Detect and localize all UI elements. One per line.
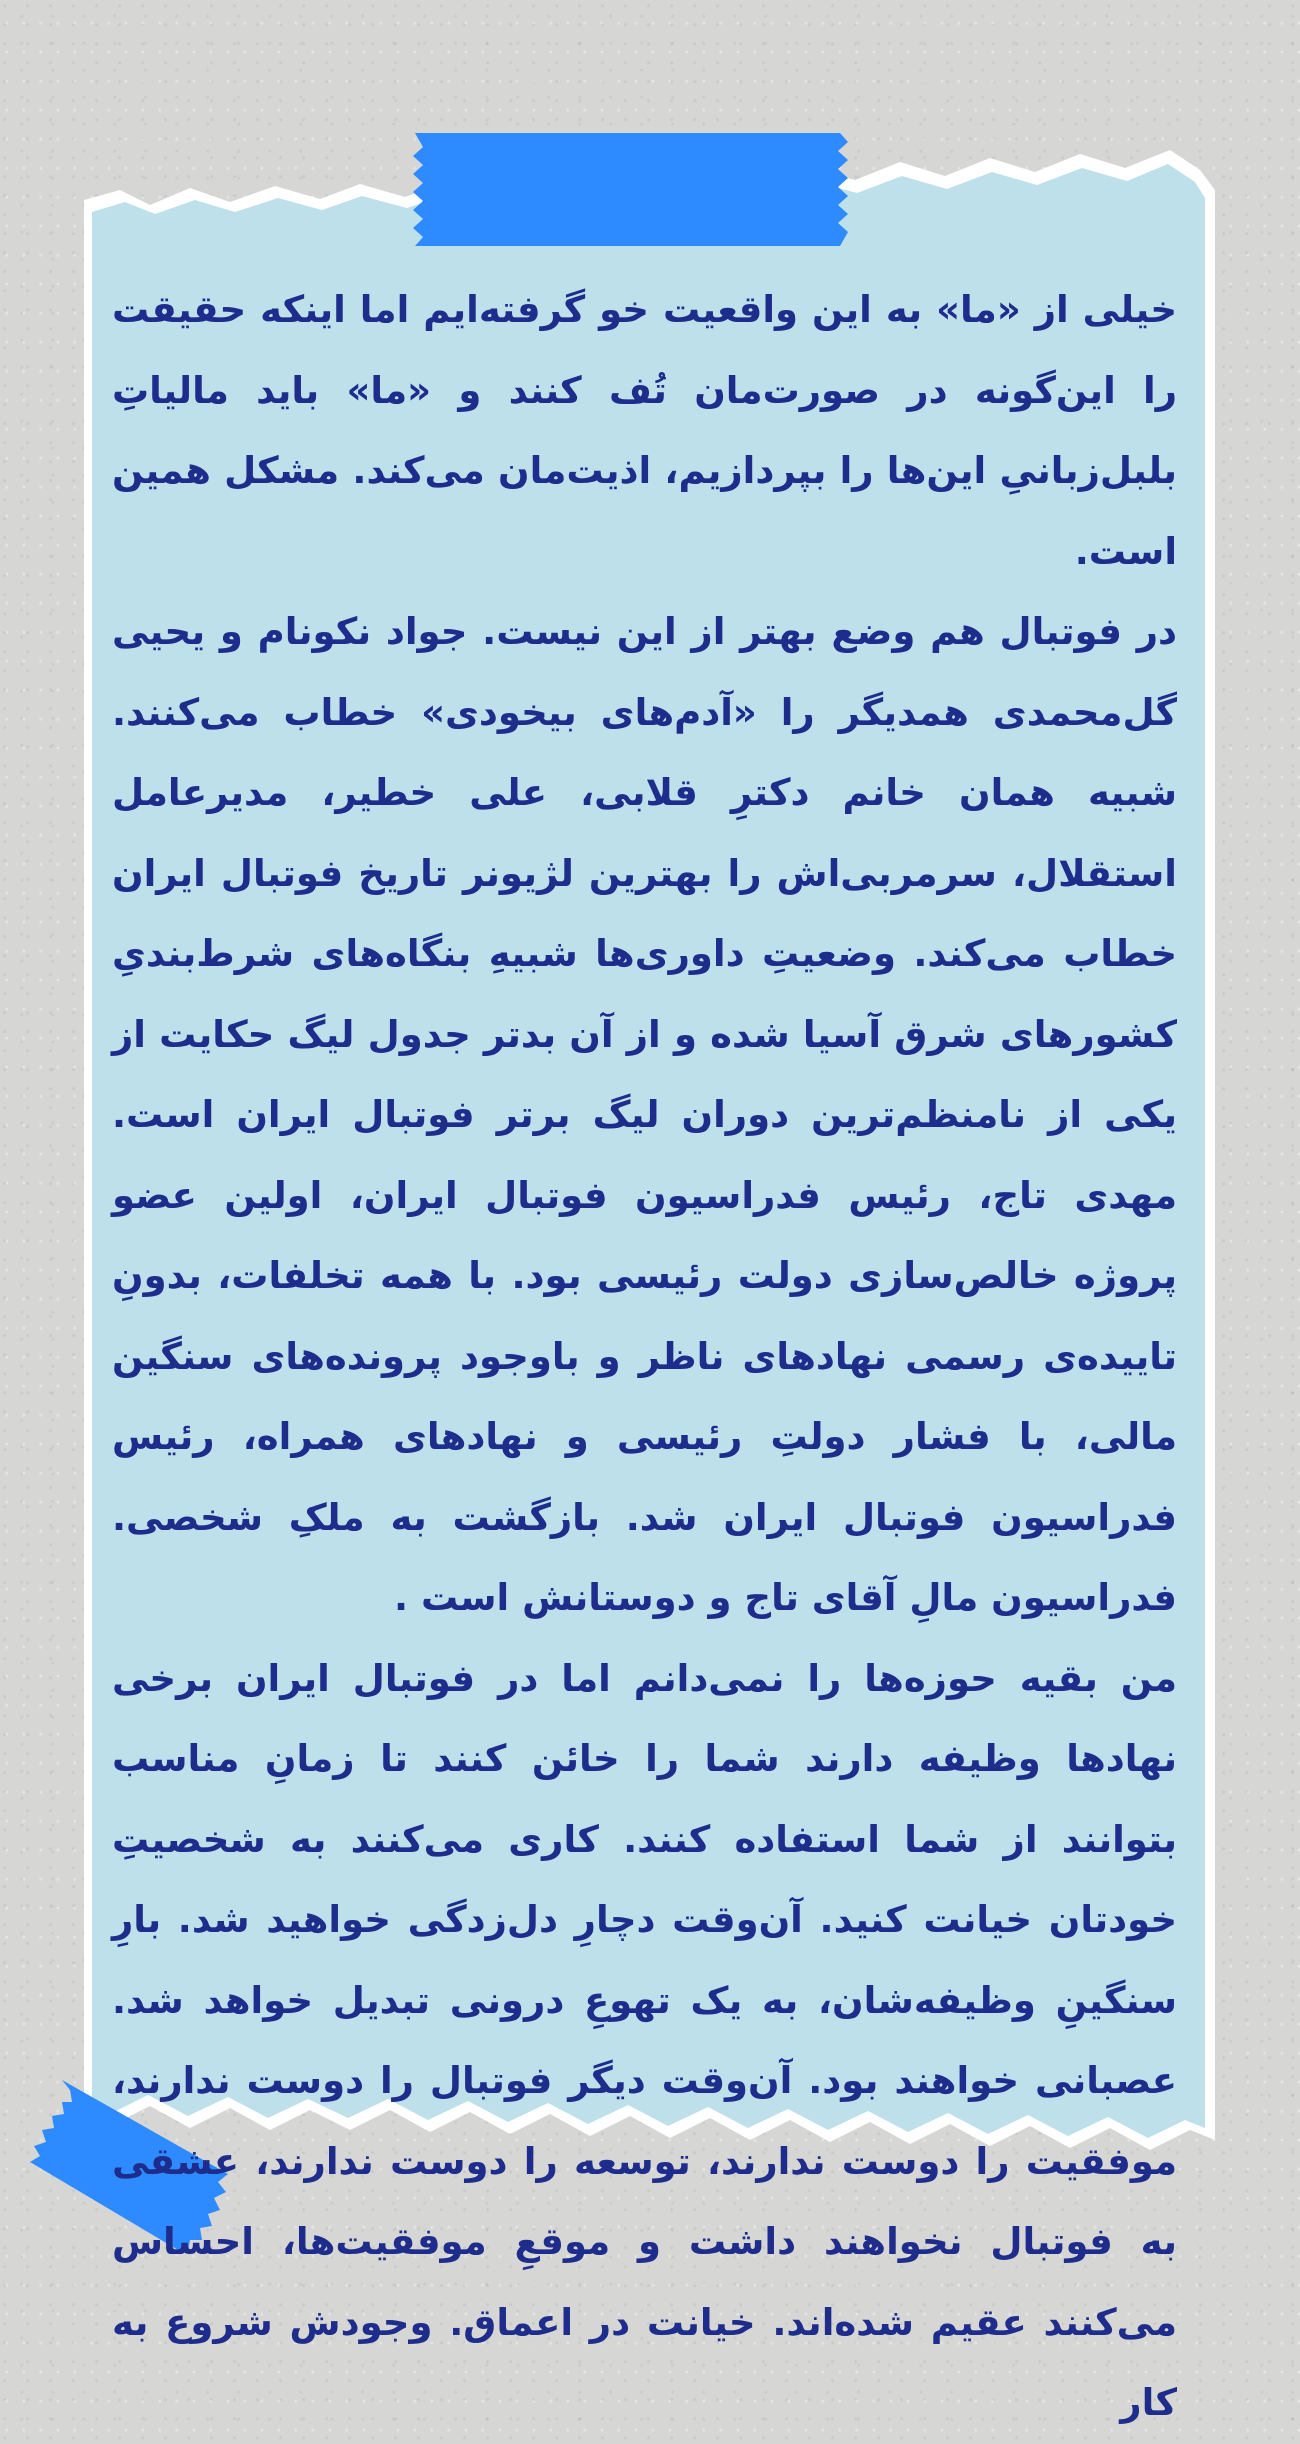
article-text: [112, 270, 1177, 2444]
top-tape: [413, 133, 848, 246]
paragraph-1: خیلی از «ما» به این واقعیت خو گرفته‌ایم اما اینکه حقیقت را این‌گونه در صورت‌مان تُف کنند و «ما» باید مالیاتِ بلبل‌زبانیِ این‌ها را بپردازیم، اذیت‌مان می‌کند. مشکل همین است.: [112, 288, 1177, 573]
paragraph-2: در فوتبال هم وضع بهتر از این نیست. جواد نکونام و یحیی گل‌محمدی همدیگر را «آدم‌های بیخودی» خطاب می‌کنند. شبیه همان خانم دکترِ قلابی، علی خطیر، مدیرعامل استقلال، سرمربی‌اش را بهترین لژیونر تاریخ فوتبال ایران خطاب می‌کند. وضعیتِ داوری‌ها شبیهِ بنگاه‌های شرط‌بندیِ کشورهای شرق آسیا شده و از آن بدتر جدول لیگ حکایت از یکی از نامنظم‌ترین دوران لیگ برتر فوتبال ایران است. مهدی تاج، رئیس فدراسیون فوتبال ایران، اولین عضو پروژه خالص‌سازی دولت رئیسی بود. با همه تخلفات، بدونِ تاییده‌ی رسمی نهادهای ناظر و باوجود پرونده‌های سنگین مالی، با فشار دولتِ رئیسی و نهادهای همراه، رئیس فدراسیون فوتبال ایران شد. بازگشت به ملکِ شخصی. فدراسیون مالِ آقای تاج و دوستانش است .: [112, 610, 1177, 1619]
paragraph-3: من بقیه حوزه‌ها را نمی‌دانم اما در فوتبال ایران برخی نهادها وظیفه دارند شما را خائن کنند تا زمانِ مناسب بتوانند از شما استفاده کنند. کاری می‌کنند به شخصیتِ خودتان خیانت کنید. آن‌وقت دچارِ دل‌زدگی خواهید شد. بارِ سنگینِ وظیفه‌شان، به یک تهوعِ درونی تبدیل خواهد شد. عصبانی خواهند بود. آن‌وقت دیگر فوتبال را دوست ندارند، موفقیت را دوست ندارند، توسعه را دوست ندارند، عشقی به فوتبال نخواهند داشت و موقعِ موفقیت‌ها، احساس می‌کنند عقیم شده‌اند. خیانت در اعماق. وجودش شروع به کار: [112, 1656, 1177, 2424]
